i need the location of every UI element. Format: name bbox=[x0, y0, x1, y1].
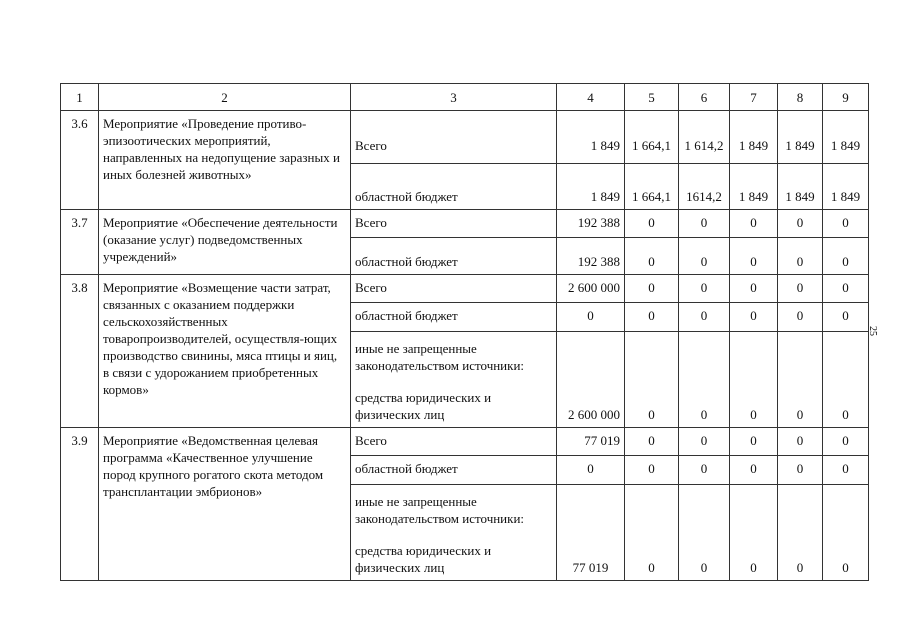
value-cell: 0 bbox=[730, 210, 778, 238]
value-cell: 0 bbox=[778, 332, 823, 428]
value-cell: 0 bbox=[823, 456, 869, 485]
header-cell: 2 bbox=[99, 84, 351, 111]
source-cell bbox=[351, 485, 557, 581]
value-cell: 1 849 bbox=[823, 111, 869, 164]
source-cell: Всего bbox=[351, 275, 557, 303]
value-cell: 0 bbox=[823, 485, 869, 581]
value-cell: 0 bbox=[679, 275, 730, 303]
value-cell: 0 bbox=[679, 485, 730, 581]
value-cell: 0 bbox=[625, 456, 679, 485]
header-cell: 4 bbox=[557, 84, 625, 111]
value-cell: 0 bbox=[823, 303, 869, 332]
header-cell: 7 bbox=[730, 84, 778, 111]
item-description: Мероприятие «Возмещение части затрат, связанных с оказанием поддержки сельскохозяйственных товаропроизводителей, осуществля-ющих производство свинины, мяса птицы и яиц, в связи с удорожанием приобретенных кормов» bbox=[99, 275, 351, 428]
table-row bbox=[61, 275, 869, 303]
header-cell: 8 bbox=[778, 84, 823, 111]
header-cell: 9 bbox=[823, 84, 869, 111]
source-cell: областной бюджет bbox=[351, 303, 557, 332]
source-cell bbox=[351, 332, 557, 428]
value-cell: 192 388 bbox=[557, 238, 625, 275]
value-cell: 1 849 bbox=[730, 111, 778, 164]
item-number: 3.7 bbox=[61, 210, 99, 275]
value-cell: 0 bbox=[730, 485, 778, 581]
source-cell: областной бюджет bbox=[351, 238, 557, 275]
value-cell: 0 bbox=[625, 238, 679, 275]
value-cell: 0 bbox=[730, 238, 778, 275]
value-cell: 0 bbox=[679, 332, 730, 428]
value-cell: 1 614,2 bbox=[679, 111, 730, 164]
value-cell: 0 bbox=[679, 238, 730, 275]
value-cell: 0 bbox=[730, 332, 778, 428]
value-cell: 1 849 bbox=[557, 111, 625, 164]
value-cell: 0 bbox=[823, 428, 869, 456]
value-cell: 0 bbox=[730, 275, 778, 303]
table-row bbox=[61, 428, 869, 456]
value-cell: 0 bbox=[730, 303, 778, 332]
table-row bbox=[61, 111, 869, 164]
source-cell: областной бюджет bbox=[351, 164, 557, 210]
value-cell: 0 bbox=[823, 332, 869, 428]
value-cell: 2 600 000 bbox=[557, 275, 625, 303]
table-row bbox=[61, 210, 869, 238]
value-cell: 1 664,1 bbox=[625, 111, 679, 164]
item-number: 3.6 bbox=[61, 111, 99, 210]
value-cell: 1 849 bbox=[778, 111, 823, 164]
value-cell: 0 bbox=[625, 485, 679, 581]
header-cell: 5 bbox=[625, 84, 679, 111]
value-cell: 0 bbox=[625, 332, 679, 428]
value-cell: 0 bbox=[778, 238, 823, 275]
value-cell: 0 bbox=[823, 238, 869, 275]
header-row bbox=[61, 84, 869, 111]
value-cell: 1 849 bbox=[730, 164, 778, 210]
value-cell: 0 bbox=[778, 275, 823, 303]
source-sublabel: средства юридических и физических лиц bbox=[355, 543, 492, 575]
value-cell: 0 bbox=[625, 428, 679, 456]
source-cell: областной бюджет bbox=[351, 456, 557, 485]
value-cell: 0 bbox=[679, 210, 730, 238]
budget-table bbox=[60, 83, 869, 581]
value-cell: 0 bbox=[679, 428, 730, 456]
source-label: иные не запрещенные законодательством источники: bbox=[355, 341, 525, 373]
source-cell: Всего bbox=[351, 210, 557, 238]
value-cell: 0 bbox=[679, 456, 730, 485]
value-cell: 0 bbox=[778, 303, 823, 332]
value-cell: 1 849 bbox=[823, 164, 869, 210]
item-description: Мероприятие «Проведение противо-эпизоотических мероприятий, направленных на недопущение заразных и иных болезней животных» bbox=[99, 111, 351, 210]
value-cell: 1 849 bbox=[778, 164, 823, 210]
value-cell: 192 388 bbox=[557, 210, 625, 238]
value-cell: 77 019 bbox=[557, 485, 625, 581]
source-label: иные не запрещенные законодательством источники: bbox=[355, 494, 525, 526]
header-cell: 6 bbox=[679, 84, 730, 111]
page-number: 25 bbox=[867, 326, 878, 336]
value-cell: 0 bbox=[823, 210, 869, 238]
header-cell: 1 bbox=[61, 84, 99, 111]
value-cell: 0 bbox=[557, 456, 625, 485]
value-cell: 0 bbox=[730, 456, 778, 485]
value-cell: 0 bbox=[679, 303, 730, 332]
item-description: Мероприятие «Обеспечение деятельности (оказание услуг) подведомственных учреждений» bbox=[99, 210, 351, 275]
value-cell: 1 664,1 bbox=[625, 164, 679, 210]
header-cell: 3 bbox=[351, 84, 557, 111]
source-cell: Всего bbox=[351, 428, 557, 456]
item-description: Мероприятие «Ведомственная целевая программа «Качественное улучшение пород крупного рогатого скота методом трансплантации эмбрионов» bbox=[99, 428, 351, 581]
item-number: 3.8 bbox=[61, 275, 99, 428]
value-cell: 0 bbox=[557, 303, 625, 332]
value-cell: 0 bbox=[778, 428, 823, 456]
value-cell: 0 bbox=[625, 275, 679, 303]
value-cell: 0 bbox=[778, 210, 823, 238]
value-cell: 1 849 bbox=[557, 164, 625, 210]
value-cell: 0 bbox=[625, 303, 679, 332]
value-cell: 0 bbox=[778, 485, 823, 581]
value-cell: 0 bbox=[625, 210, 679, 238]
source-sublabel: средства юридических и физических лиц bbox=[355, 390, 492, 422]
item-number: 3.9 bbox=[61, 428, 99, 581]
value-cell: 77 019 bbox=[557, 428, 625, 456]
value-cell: 0 bbox=[823, 275, 869, 303]
source-cell: Всего bbox=[351, 111, 557, 164]
value-cell: 2 600 000 bbox=[557, 332, 625, 428]
value-cell: 0 bbox=[778, 456, 823, 485]
value-cell: 1614,2 bbox=[679, 164, 730, 210]
value-cell: 0 bbox=[730, 428, 778, 456]
